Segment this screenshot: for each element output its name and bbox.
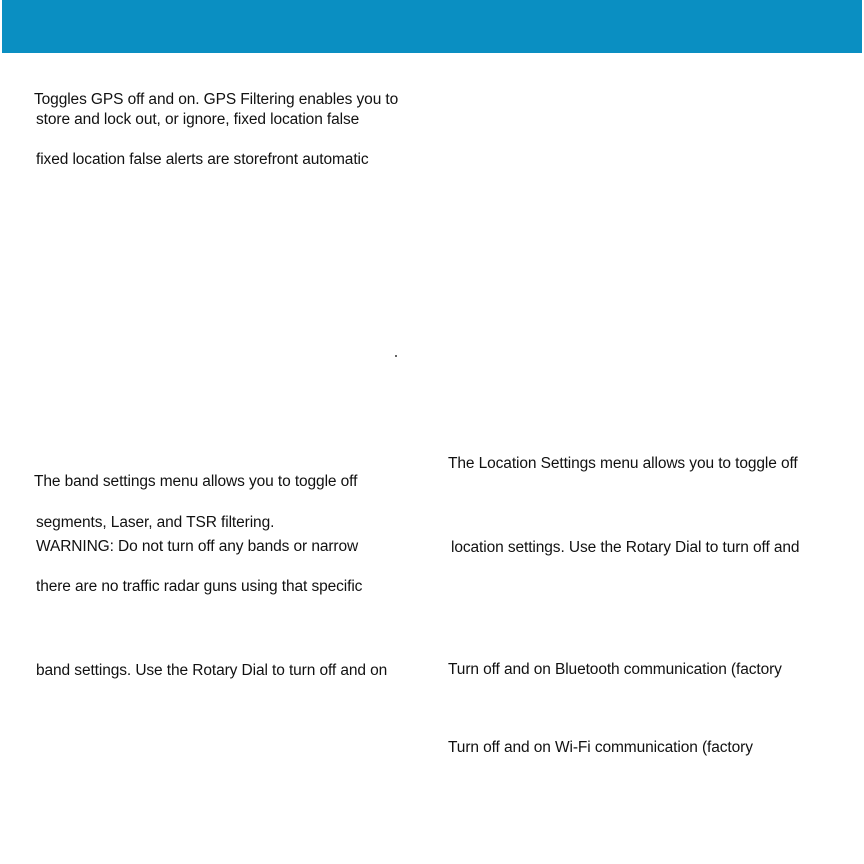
band-text-line-4: there are no traffic radar guns using that specific — [36, 578, 363, 595]
band-text-line-2: segments, Laser, and TSR filtering. — [36, 514, 275, 531]
stray-dot — [395, 355, 397, 357]
band-text-line-1: The band settings menu allows you to toggle off — [34, 473, 358, 490]
band-text-line-5: band settings. Use the Rotary Dial to turn off and on — [36, 662, 388, 679]
location-text-line-2: location settings. Use the Rotary Dial to turn off and — [451, 539, 800, 556]
gps-text-line-1: Toggles GPS off and on. GPS Filtering enables you to — [34, 91, 399, 108]
gps-text-line-3: fixed location false alerts are storefront automatic — [36, 151, 369, 168]
header-bar — [2, 0, 862, 53]
wifi-text-line-1: Turn off and on Wi-Fi communication (factory — [448, 739, 753, 756]
gps-text-line-2: store and lock out, or ignore, fixed location false — [36, 111, 360, 128]
bluetooth-text-line-1: Turn off and on Bluetooth communication (factory — [448, 661, 782, 678]
location-text-line-1: The Location Settings menu allows you to toggle off — [448, 455, 798, 472]
band-warning-line: WARNING: Do not turn off any bands or narrow — [36, 538, 359, 555]
